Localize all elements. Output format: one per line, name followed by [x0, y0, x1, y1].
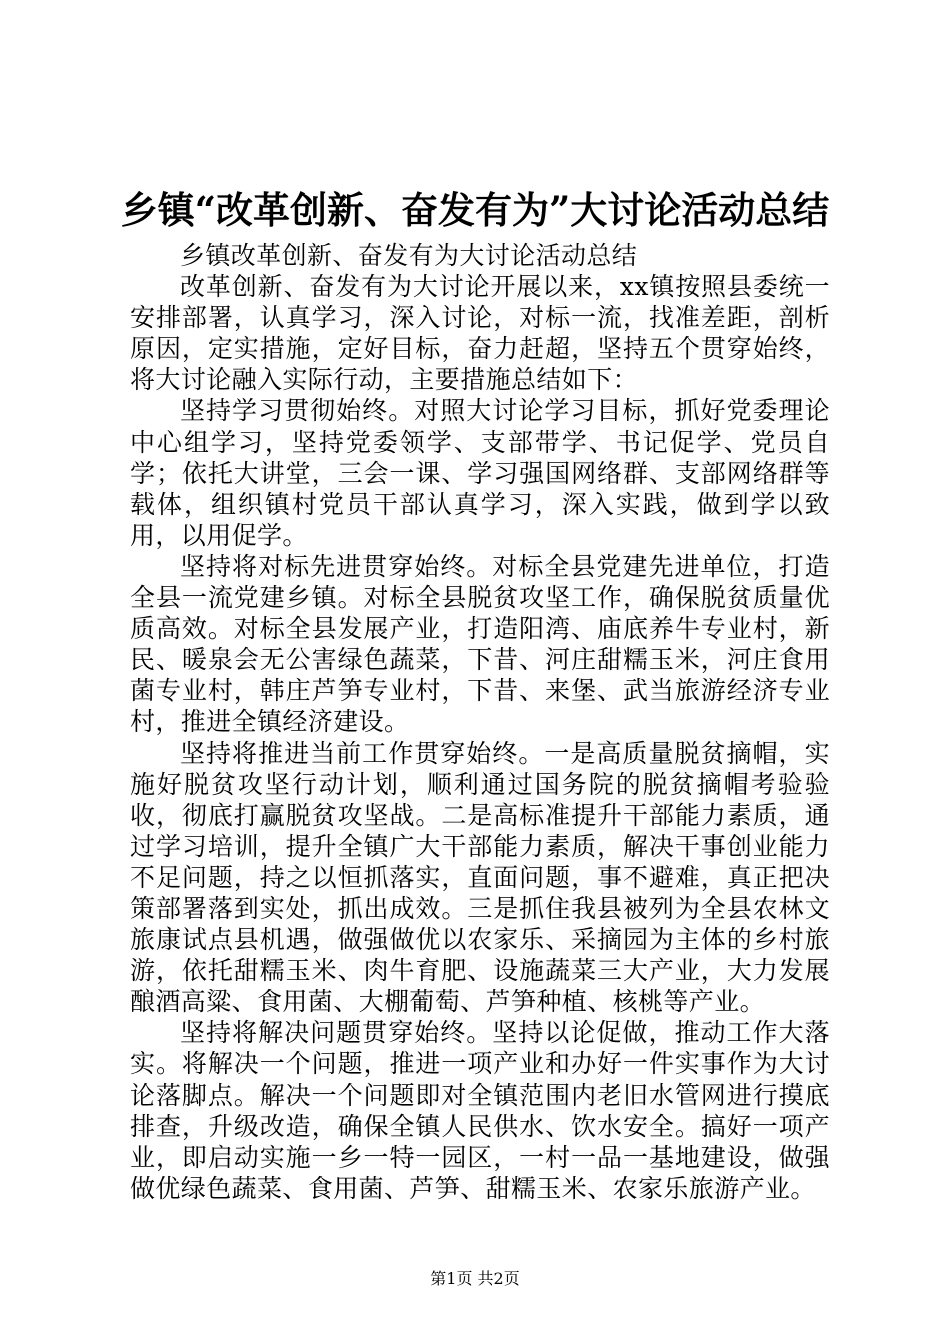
problem-solving-paragraph: 坚持将解决问题贯穿始终。坚持以论促做，推动工作大落实。将解决一个问题，推进一项产业和办好一件实事作为大讨论落脚点。解决一个问题即对全镇范围内老旧水管网进行摸底排查，升级改造，确保全镇人民供水、饮水安全。搞好一项产业，即启动实施一乡一特一园区，一村一品一基地建设，做强做优绿色蔬菜、食用菌、芦笋、甜糯玉米、农家乐旅游产业。 — [130, 1018, 830, 1203]
current-work-paragraph: 坚持将推进当前工作贯穿始终。一是高质量脱贫摘帽，实施好脱贫攻坚行动计划，顺利通过国务院的脱贫摘帽考验验收，彻底打赢脱贫攻坚战。二是高标准提升干部能力素质，通过学习培训，提升全镇广大干部能力素质，解决干事创业能力不足问题，持之以恒抓落实，直面问题，事不避难，真正把决策部署落到实处，抓出成效。三是抓住我县被列为全县农林文旅康试点县机遇，做强做优以农家乐、采摘园为主体的乡村旅游，依托甜糯玉米、肉牛育肥、设施蔬菜三大产业，大力发展酿酒高粱、食用菌、大棚葡萄、芦笋种植、核桃等产业。 — [130, 738, 830, 1017]
study-paragraph: 坚持学习贯彻始终。对照大讨论学习目标，抓好党委理论中心组学习，坚持党委领学、支部带学、书记促学、党员自学；依托大讲堂，三会一课、学习强国网络群、支部网络群等载体，组织镇村党员干部认真学习，深入实践，做到学以致用，以用促学。 — [130, 396, 830, 550]
intro-paragraph: 改革创新、奋发有为大讨论开展以来，xx镇按照县委统一安排部署，认真学习，深入讨论，对标一流，找准差距，剖析原因，定实措施，定好目标，奋力赶超，坚持五个贯穿始终，将大讨论融入实际行动，主要措施总结如下： — [130, 272, 830, 395]
document-body — [130, 240, 830, 1204]
document-title: 乡镇“改革创新、奋发有为”大讨论活动总结 — [120, 188, 830, 232]
subtitle-paragraph: 乡镇改革创新、奋发有为大讨论活动总结 — [180, 241, 638, 270]
page-number-footer: 第1页 共2页 — [430, 1269, 520, 1288]
benchmark-paragraph: 坚持将对标先进贯穿始终。对标全县党建先进单位，打造全县一流党建乡镇。对标全县脱贫攻坚工作，确保脱贫质量优质高效。对标全县发展产业，打造阳湾、庙底养牛专业村，新民、暖泉会无公害绿色蔬菜，下昔、河庄甜糯玉米，河庄食用菌专业村，韩庄芦笋专业村，下昔、来堡、武当旅游经济专业村，推进全镇经济建设。 — [130, 551, 830, 737]
